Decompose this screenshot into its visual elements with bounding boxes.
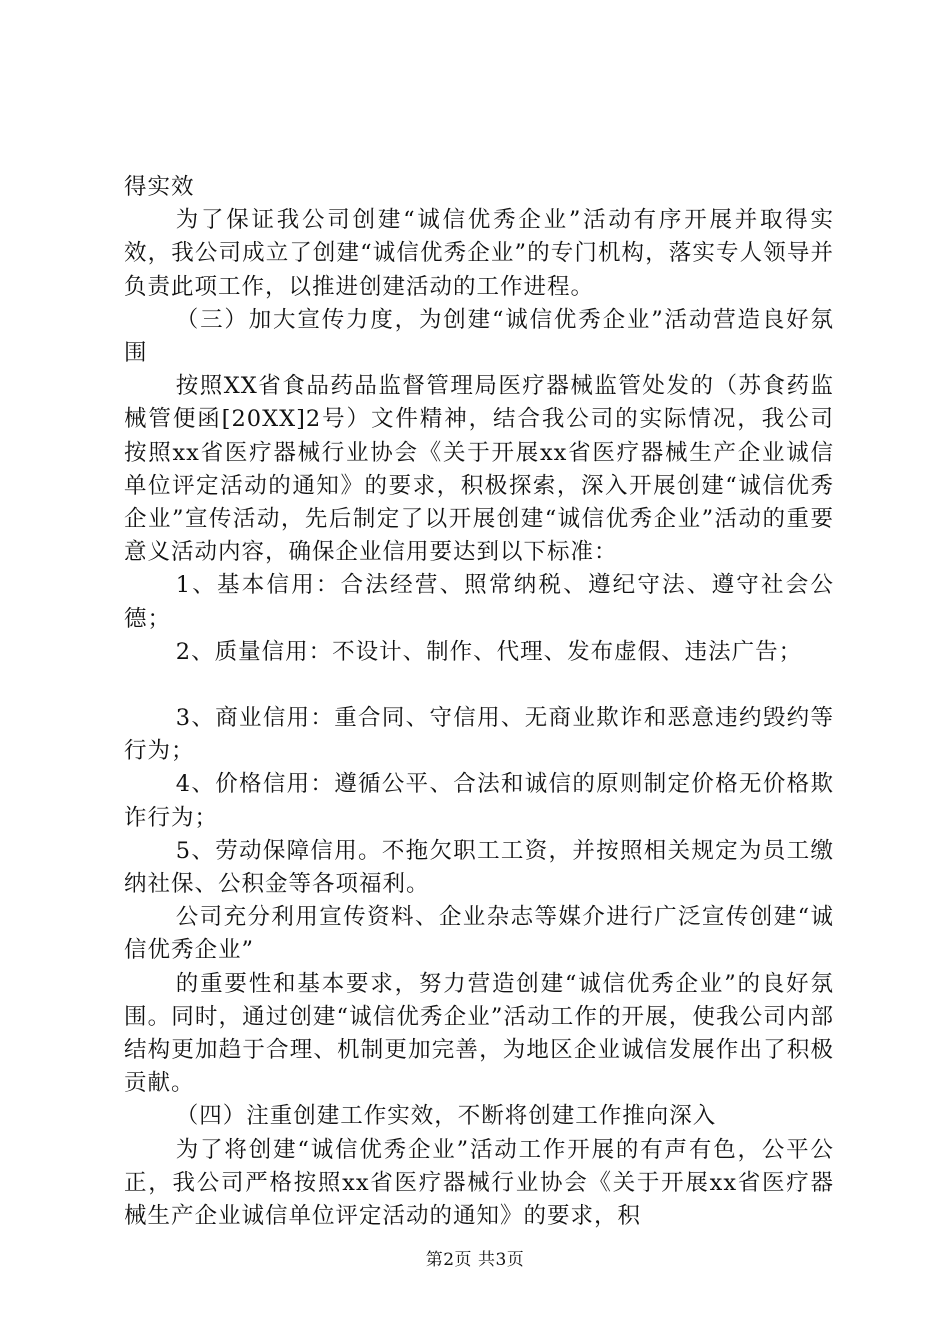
list-item-business-credit: 3、商业信用：重合同、守信用、无商业欺诈和恶意违约毁约等行为； — [124, 705, 834, 765]
list-item-basic-credit: 1、基本信用：合法经营、照常纳税、遵纪守法、遵守社会公德； — [124, 572, 834, 632]
list-item-quality-credit: 2、质量信用：不设计、制作、代理、发布虚假、违法广告； — [175, 638, 803, 665]
paragraph-organization: 为了保证我公司创建“诚信优秀企业”活动有序开展并取得实效，我公司成立了创建“诚信优秀企业”的专门机构，落实专人领导并负责此项工作，以推进创建活动的工作进程。 — [124, 207, 834, 300]
list-item-labor-credit: 5、劳动保障信用。不拖欠职工工资，并按照相关规定为员工缴纳社保、公积金等各项福利。 — [124, 837, 834, 898]
paragraph-media: 公司充分利用宣传资料、企业杂志等媒介进行广泛宣传创建“诚信优秀企业” — [124, 904, 834, 964]
page-number-footer: 第2页 共3页 — [425, 1250, 525, 1270]
paragraph-importance: 的重要性和基本要求，努力营造创建“诚信优秀企业”的良好氛围。同时，通过创建“诚信优秀企业”活动工作的开展，使我公司内部结构更加趋于合理、机制更加完善，为地区企业诚信发展作出了积极贡献。 — [124, 970, 834, 1097]
document-body — [124, 171, 834, 1233]
section-heading-three: （三）加大宣传力度，为创建“诚信优秀企业”活动营造良好氛围 — [124, 306, 834, 367]
section-heading-four: （四）注重创建工作实效，不断将创建工作推向深入 — [175, 1103, 717, 1130]
paragraph-fairness: 为了将创建“诚信优秀企业”活动工作开展的有声有色，公平公正，我公司严格按照xx省医疗器械行业协会《关于开展xx省医疗器械生产企业诚信单位评定活动的通知》的要求，积 — [124, 1136, 834, 1230]
paragraph-publicity: 按照XX省食品药品监督管理局医疗器械监管处发的（苏食药监械管便函[20XX]2号）文件精神，结合我公司的实际情况，我公司按照xx省医疗器械行业协会《关于开展xx省医疗器械生产企业诚信单位评定活动的通知》的要求，积极探索，深入开展创建“诚信优秀企业”宣传活动，先后制定了以开展创建“诚信优秀企业”活动的重要意义活动内容，确保企业信用要达到以下标准： — [124, 373, 834, 566]
paragraph-continuation: 得实效 — [124, 174, 195, 200]
list-item-price-credit: 4、价格信用：遵循公平、合法和诚信的原则制定价格无价格欺诈行为； — [124, 771, 834, 831]
blank-line — [124, 669, 834, 702]
